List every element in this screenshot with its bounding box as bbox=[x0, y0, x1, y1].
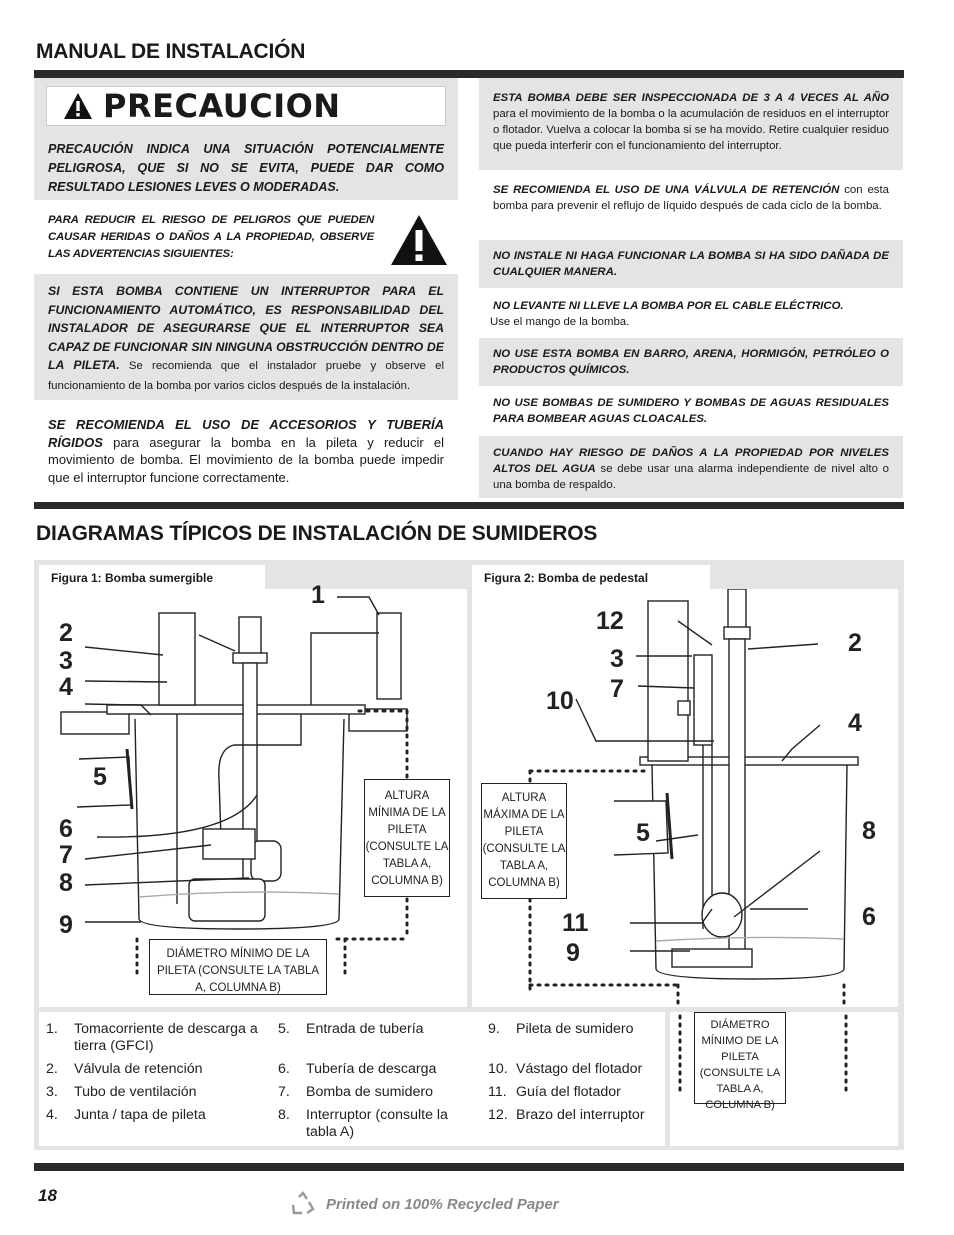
reduce-risk-box bbox=[34, 208, 458, 270]
warning-item bbox=[479, 390, 903, 434]
figure-2-label: Figura 2: Bomba de pedestal bbox=[472, 565, 710, 591]
fig2-number: 6 bbox=[862, 903, 876, 931]
section-title: DIAGRAMAS TÍPICOS DE INSTALACIÓN DE SUMIDEROS bbox=[36, 522, 598, 545]
legend-item: 9. Pileta de sumidero bbox=[488, 1021, 634, 1037]
switch-warning-bold: SI ESTA BOMBA CONTIENE UN INTERRUPTOR PARA EL FUNCIONAMIENTO AUTOMÁTICO, ES RESPONSABILIDAD DEL INSTALADOR DE ASEGURARSE QUE EL INTERRUPTOR SEA CAPAZ DE FUNCIONAR SIN NINGUNA OBSTRUCCIÓN DENTRO DE LA PILETA. bbox=[48, 284, 444, 372]
rigid-fittings-text: para asegurar la bomba en la pileta y reducir el movimiento de bomba. El movimiento de la bomba puede impedir que el interruptor funcione correctamente. bbox=[48, 434, 444, 485]
reduce-risk-text: PARA REDUCIR EL RIESGO DE PELIGROS QUE PUEDEN CAUSAR HERIDAS O DAÑOS A LA PROPIEDAD, OBSERVE LAS ADVERTENCIAS SIGUIENTES: bbox=[48, 214, 374, 260]
warning-triangle-large-icon bbox=[390, 214, 448, 266]
rigid-fittings-box bbox=[34, 414, 458, 494]
warning-bold: ESTA BOMBA DEBE SER INSPECCIONADA DE 3 A 4 VECES AL AÑO bbox=[493, 92, 889, 104]
fig1-number: 8 bbox=[59, 869, 73, 897]
fig1-number: 9 bbox=[59, 911, 73, 939]
legend-item: 2. Válvula de retención bbox=[46, 1061, 203, 1077]
legend-item: 7. Bomba de sumidero bbox=[278, 1084, 433, 1100]
warning-item bbox=[479, 338, 903, 386]
recycle-icon bbox=[290, 1191, 316, 1217]
figure-2-panel bbox=[472, 589, 898, 1007]
warning-text: con esta bomba para prevenir el reflujo de líquido después de cada ciclo de la bomba. bbox=[493, 184, 889, 212]
top-rule bbox=[34, 70, 904, 78]
warning-item bbox=[479, 240, 903, 288]
printed-recycled-note: Printed on 100% Recycled Paper bbox=[326, 1196, 559, 1213]
figure-1-panel bbox=[39, 581, 467, 1007]
legend-column-3 bbox=[488, 1021, 668, 1130]
legend-item: 4. Junta / tapa de pileta bbox=[46, 1107, 206, 1123]
fig2-number: 4 bbox=[848, 709, 862, 737]
warning-bold: CUANDO HAY RIESGO DE DAÑOS A LA PROPIEDAD POR NIVELES ALTOS DEL AGUA bbox=[493, 447, 889, 475]
legend-item: 1. Tomacorriente de descarga a tierra (GFCI) bbox=[46, 1021, 258, 1054]
fig2-height-callout: ALTURA MÁXIMA DE LA PILETA (CONSULTE LA TABLA A, COLUMNA B) bbox=[481, 783, 567, 899]
warning-text: para el movimiento de la bomba o la acumulación de residuos en el interruptor o flotador. Vuelva a colocar la bomba si se ha movido. Retire cualquier residuo que pueda interferir con el funcionamiento del interruptor. bbox=[493, 108, 889, 152]
legend-item: 8. Interruptor (consulte la tabla A) bbox=[278, 1107, 448, 1140]
fig1-diameter-callout: DIÁMETRO MÍNIMO DE LA PILETA (CONSULTE LA TABLA A, COLUMNA B) bbox=[149, 939, 327, 995]
caution-intro-box bbox=[34, 78, 458, 200]
fig1-number: 7 bbox=[59, 841, 73, 869]
legend-item: 5. Entrada de tubería bbox=[278, 1021, 424, 1037]
warning-bold: SE RECOMIENDA EL USO DE UNA VÁLVULA DE RETENCIÓN bbox=[493, 184, 840, 196]
legend-right-panel bbox=[670, 1012, 898, 1146]
page-header-title: MANUAL DE INSTALACIÓN bbox=[36, 40, 306, 63]
fig2-number: 3 bbox=[610, 645, 624, 673]
warning-item bbox=[479, 78, 903, 170]
switch-warning-text: Se recomienda que el instalador pruebe y observe el funcionamiento de la bomba por varios ciclos después de la instalación. bbox=[48, 360, 444, 392]
warning-item bbox=[479, 292, 903, 332]
fig1-number: 4 bbox=[59, 673, 73, 701]
fig2-number: 7 bbox=[610, 675, 624, 703]
fig2-number: 5 bbox=[636, 819, 650, 847]
fig1-number: 5 bbox=[93, 763, 107, 791]
fig2-number: 10 bbox=[546, 687, 574, 715]
figure-1-label: Figura 1: Bomba sumergible bbox=[39, 565, 265, 591]
warning-item bbox=[479, 178, 903, 236]
legend-item: 10. Vástago del flotador bbox=[488, 1061, 643, 1077]
legend-item: 12. Brazo del interruptor bbox=[488, 1107, 645, 1123]
legend-column-1 bbox=[46, 1021, 276, 1130]
warning-text: se debe usar una alarma independiente de nivel alto o una bomba de respaldo. bbox=[493, 463, 889, 491]
caution-banner bbox=[46, 86, 446, 126]
fig2-number: 8 bbox=[862, 817, 876, 845]
caution-banner-text: PRECAUCION bbox=[103, 87, 341, 125]
warning-bold: NO INSTALE NI HAGA FUNCIONAR LA BOMBA SI HA SIDO DAÑADA DE CUALQUIER MANERA. bbox=[493, 250, 889, 278]
warning-text: Use el mango de la bomba. bbox=[490, 316, 630, 328]
warning-item bbox=[479, 436, 903, 498]
bottom-rule bbox=[34, 1163, 904, 1171]
legend-item: 3. Tubo de ventilación bbox=[46, 1084, 197, 1100]
rigid-fittings-bold: SE RECOMIENDA EL USO DE ACCESORIOS Y TUBERÍA RÍGIDOS bbox=[48, 417, 444, 450]
page-number: 18 bbox=[38, 1186, 57, 1205]
fig2-diameter-callout: DIÁMETRO MÍNIMO DE LA PILETA (CONSULTE LA TABLA A, COLUMNA B) bbox=[694, 1012, 786, 1104]
middle-rule bbox=[34, 502, 904, 509]
warning-bold: NO USE BOMBAS DE SUMIDERO Y BOMBAS DE AGUAS RESIDUALES PARA BOMBEAR AGUAS CLOACALES. bbox=[493, 397, 889, 425]
warning-bold: NO USE ESTA BOMBA EN BARRO, ARENA, HORMIGÓN, PETRÓLEO O PRODUCTOS QUÍMICOS. bbox=[493, 348, 889, 376]
legend-item: 6. Tubería de descarga bbox=[278, 1061, 437, 1077]
fig1-number: 1 bbox=[311, 581, 325, 609]
diagram-frame bbox=[34, 560, 904, 1150]
fig1-height-callout: ALTURA MÍNIMA DE LA PILETA (CONSULTE LA TABLA A, COLUMNA B) bbox=[364, 779, 450, 897]
fig1-number: 3 bbox=[59, 647, 73, 675]
fig2-number: 9 bbox=[566, 939, 580, 967]
warning-bold: NO LEVANTE NI LLEVE LA BOMBA POR EL CABLE ELÉCTRICO. bbox=[493, 300, 844, 312]
fig2-number: 12 bbox=[596, 607, 624, 635]
fig2-number: 11 bbox=[562, 909, 589, 937]
fig1-number: 2 bbox=[59, 619, 73, 647]
warning-triangle-icon bbox=[63, 92, 93, 120]
legend-item: 11. Guía del flotador bbox=[488, 1084, 621, 1100]
fig1-number: 6 bbox=[59, 815, 73, 843]
legend-column-2 bbox=[278, 1021, 478, 1147]
caution-intro-text: PRECAUCIÓN INDICA UNA SITUACIÓN POTENCIALMENTE PELIGROSA, QUE SI NO SE EVITA, PUEDE DAR COMO RESULTADO LESIONES LEVES O MODERADAS. bbox=[48, 142, 444, 194]
switch-warning-box bbox=[34, 274, 458, 400]
fig2-number: 2 bbox=[848, 629, 862, 657]
